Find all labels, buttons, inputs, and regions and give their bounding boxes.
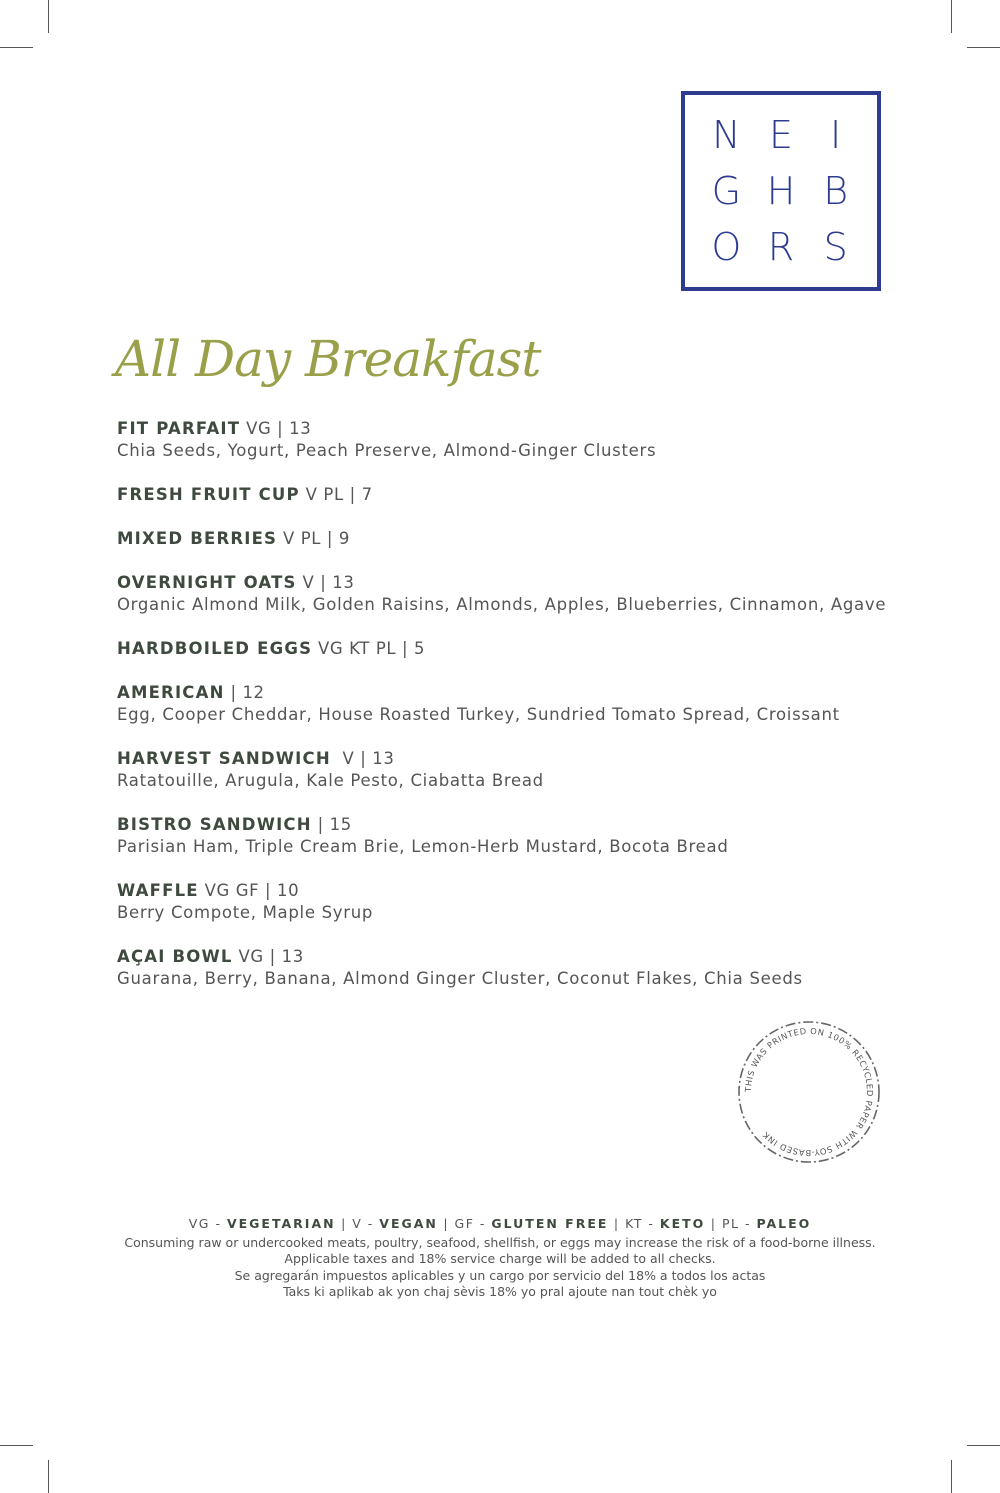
legend-code: VG - <box>188 1216 227 1231</box>
menu-item <box>117 946 937 990</box>
menu-list <box>117 418 937 1012</box>
logo-letter: H <box>766 169 796 213</box>
menu-item-name: BISTRO SANDWICH <box>117 815 312 834</box>
menu-item <box>117 682 937 726</box>
footer <box>0 1216 1000 1301</box>
menu-item-tags-price: V | 13 <box>330 749 395 768</box>
dietary-legend <box>0 1216 1000 1233</box>
legend-code: | KT - <box>608 1216 660 1231</box>
crop-mark <box>951 0 952 33</box>
menu-item-description: Guarana, Berry, Banana, Almond Ginger Cluster, Coconut Flakes, Chia Seeds <box>117 969 803 988</box>
menu-item-header <box>117 484 937 506</box>
logo-letter: N <box>712 113 741 157</box>
menu-item-header <box>117 814 937 836</box>
menu-item-name: OVERNIGHT OATS <box>117 573 297 592</box>
legend-code: | V - <box>335 1216 380 1231</box>
logo-letter: S <box>823 225 848 269</box>
legend-label: VEGETARIAN <box>226 1216 336 1231</box>
crop-mark <box>0 47 33 48</box>
menu-item-description: Parisian Ham, Triple Cream Brie, Lemon-Herb Mustard, Bocota Bread <box>117 837 729 856</box>
crop-mark <box>0 1445 33 1446</box>
menu-item-header <box>117 418 937 440</box>
menu-item-header <box>117 748 937 770</box>
menu-item-tags-price: | 12 <box>224 683 265 702</box>
crop-mark <box>967 47 1000 48</box>
menu-item <box>117 484 937 506</box>
menu-item-description: Ratatouille, Arugula, Kale Pesto, Ciabatta Bread <box>117 771 544 790</box>
menu-item-description: Berry Compote, Maple Syrup <box>117 903 374 922</box>
menu-item <box>117 814 937 858</box>
menu-item-tags-price: VG GF | 10 <box>198 881 300 900</box>
menu-item <box>117 880 937 924</box>
menu-item <box>117 638 937 660</box>
menu-item-tags-price: | 15 <box>311 815 352 834</box>
legend-label: KETO <box>659 1216 706 1231</box>
menu-item <box>117 572 937 616</box>
legend-label: VEGAN <box>379 1216 438 1231</box>
logo-letter: G <box>711 169 742 213</box>
menu-item-header <box>117 638 937 660</box>
menu-item-name: MIXED BERRIES <box>117 529 278 548</box>
crop-mark <box>951 1460 952 1493</box>
menu-item <box>117 748 937 792</box>
logo-letter: R <box>767 225 795 269</box>
menu-item-name: FIT PARFAIT <box>117 419 241 438</box>
menu-item-name: FRESH FRUIT CUP <box>117 485 300 504</box>
crop-mark <box>967 1445 1000 1446</box>
menu-item-tags-price: V | 13 <box>296 573 355 592</box>
legend-label: PALEO <box>756 1216 812 1231</box>
menu-item-name: HARDBOILED EGGS <box>117 639 313 658</box>
menu-item-tags-price: VG | 13 <box>240 419 312 438</box>
logo-letter: E <box>768 113 793 157</box>
logo-letters <box>699 107 863 275</box>
menu-item-header <box>117 880 937 902</box>
menu-item-tags-price: V PL | 7 <box>299 485 373 504</box>
legend-code: | PL - <box>705 1216 757 1231</box>
menu-item-name: WAFFLE <box>117 881 199 900</box>
crop-mark <box>48 0 49 33</box>
menu-item-description: Chia Seeds, Yogurt, Peach Preserve, Almond-Ginger Clusters <box>117 441 657 460</box>
section-title: All Day Breakfast <box>115 330 541 388</box>
svg-text:THIS WAS PRINTED ON 100% RECYC <box>743 1026 875 1158</box>
legend-label: GLUTEN FREE <box>491 1216 609 1231</box>
logo-letter: O <box>711 225 742 269</box>
menu-item-description: Organic Almond Milk, Golden Raisins, Almonds, Apples, Blueberries, Cinnamon, Agave <box>117 595 887 614</box>
disclaimer-line: Consuming raw or undercooked meats, poultry, seafood, shellfish, or eggs may increase the risk of a food-borne illness. <box>124 1234 876 1250</box>
disclaimer-line: Taks ki aplikab ak yon chaj sèvis 18% yo pral ajoute nan tout chèk yo <box>283 1284 717 1299</box>
menu-item-header <box>117 528 937 550</box>
menu-item-name: AÇAI BOWL <box>117 947 233 966</box>
logo-letter: I <box>830 113 842 157</box>
disclaimer-line: Se agregarán impuestos aplicables y un cargo por servicio del 18% a todos los actas <box>234 1267 766 1283</box>
brand-logo <box>681 91 881 291</box>
menu-item-header <box>117 572 937 594</box>
menu-item <box>117 418 937 462</box>
stamp-text: THIS WAS PRINTED ON 100% RECYCLED PAPER WITH SOY-BASED INK <box>742 1025 876 1159</box>
logo-letter: B <box>823 169 849 213</box>
disclaimer-line: Applicable taxes and 18% service charge will be added to all checks. <box>284 1251 716 1266</box>
menu-item-tags-price: VG | 13 <box>232 947 304 966</box>
menu-item-name: HARVEST SANDWICH <box>117 749 331 768</box>
menu-item-tags-price: VG KT PL | 5 <box>312 639 426 658</box>
menu-item-description: Egg, Cooper Cheddar, House Roasted Turkey, Sundried Tomato Spread, Croissant <box>117 705 840 724</box>
crop-mark <box>48 1460 49 1493</box>
menu-item-header <box>117 682 937 704</box>
menu-item-tags-price: V PL | 9 <box>277 529 351 548</box>
menu-item-name: AMERICAN <box>117 683 225 702</box>
legend-code: | GF - <box>437 1216 492 1231</box>
menu-item <box>117 528 937 550</box>
recycled-stamp <box>735 1018 883 1166</box>
menu-item-header <box>117 946 937 968</box>
